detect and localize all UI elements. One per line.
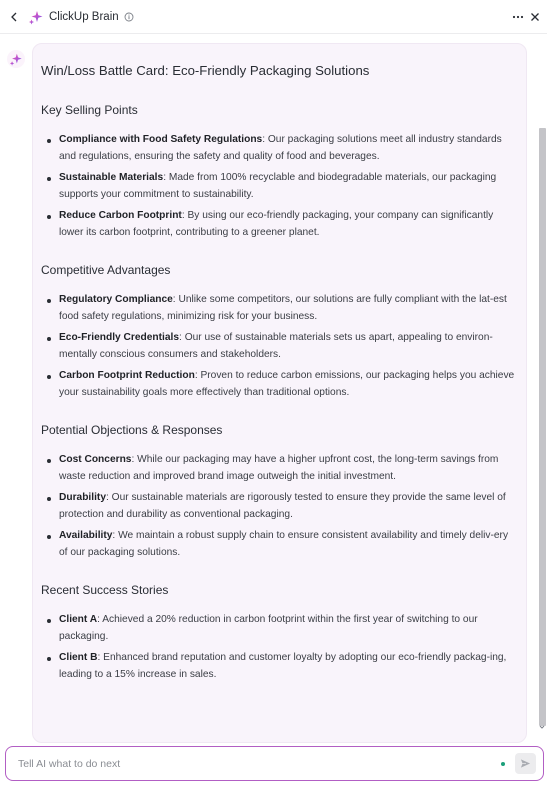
header-title: ClickUp Brain	[49, 10, 119, 23]
scrollbar-thumb[interactable]	[539, 128, 546, 726]
list-item-text: : We maintain a robust supply chain to ensure consistent availability and timely deliv-ery of our packaging solutions.	[59, 530, 509, 558]
bullet-list	[41, 452, 516, 561]
list-item	[41, 650, 516, 683]
list-item	[41, 330, 516, 363]
list-item	[41, 528, 516, 561]
prompt-input[interactable]	[18, 758, 478, 770]
list-item	[41, 368, 516, 401]
list-item-text: : By using our eco-friendly packaging, your company can significantly lower its carbon footprint, contributing to a greener planet.	[59, 210, 494, 238]
list-item	[41, 208, 516, 241]
list-item-text: : Proven to reduce carbon emissions, our packaging helps you achieve your sustainability goals more effectively than traditional options.	[59, 370, 515, 398]
list-item-label: Availability	[59, 530, 113, 541]
ai-avatar	[7, 50, 25, 68]
send-icon	[520, 758, 531, 769]
chevron-left-icon	[10, 12, 18, 22]
sparkle-icon	[9, 52, 23, 66]
list-item-label: Reduce Carbon Footprint	[59, 210, 182, 221]
sparkle-icon	[28, 9, 44, 25]
panel-header	[0, 0, 547, 34]
list-item-text: : Made from 100% recyclable and biodegradable materials, our packaging supports your commitment to sustainability.	[59, 172, 497, 200]
list-item-label: Cost Concerns	[59, 454, 132, 465]
list-item-label: Client A	[59, 614, 98, 625]
section-heading: Recent Success Stories	[41, 583, 169, 597]
list-item-text: : Our use of sustainable materials sets us apart, appealing to environ-mentally conscious consumers and stakeholders.	[59, 332, 493, 360]
back-button[interactable]	[8, 11, 20, 23]
section-heading: Competitive Advantages	[41, 263, 171, 277]
bullet-list	[41, 132, 516, 241]
bullet-list	[41, 612, 516, 683]
close-icon	[530, 12, 540, 22]
list-item	[41, 452, 516, 485]
ellipsis-icon	[512, 15, 524, 19]
close-button[interactable]	[528, 10, 542, 24]
list-item-label: Durability	[59, 492, 106, 503]
send-button[interactable]	[515, 753, 536, 774]
list-item-label: Client B	[59, 652, 98, 663]
bullet-list	[41, 292, 516, 401]
section-heading: Potential Objections & Responses	[41, 423, 223, 437]
list-item-label: Sustainable Materials	[59, 172, 164, 183]
ai-response-card	[32, 43, 527, 743]
prompt-input-box[interactable]	[5, 746, 544, 781]
section-heading: Key Selling Points	[41, 103, 138, 117]
list-item-label: Carbon Footprint Reduction	[59, 370, 195, 381]
list-item	[41, 170, 516, 203]
list-item	[41, 132, 516, 165]
list-item-text: : Our sustainable materials are rigorously tested to ensure they provide the same level of protection and durability as conventional packaging.	[59, 492, 506, 520]
response-sections	[41, 102, 516, 683]
scroll-down-icon[interactable]	[539, 724, 545, 730]
response-title: Win/Loss Battle Card: Eco-Friendly Packaging Solutions	[41, 63, 370, 78]
list-item	[41, 490, 516, 523]
list-item-label: Compliance with Food Safety Regulations	[59, 134, 263, 145]
list-item-text: : Achieved a 20% reduction in carbon footprint within the first year of switching to our packaging.	[59, 614, 478, 642]
list-item-text: : Unlike some competitors, our solutions are fully compliant with the lat-est food safety regulations, minimizing risk for your business.	[59, 294, 507, 322]
more-options-button[interactable]	[511, 10, 525, 24]
list-item-label: Eco-Friendly Credentials	[59, 332, 180, 343]
list-item-text: : While our packaging may have a higher upfront cost, the long-term savings from waste reduction and improved brand image outweigh the initial investment.	[59, 454, 499, 482]
list-item	[41, 292, 516, 325]
list-item-text: : Our packaging solutions meet all industry standards and regulations, ensuring the safety and quality of food and beverages.	[59, 134, 502, 162]
list-item-text: : Enhanced brand reputation and customer loyalty by adopting our eco-friendly packag-ing, leading to a 15% increase in sales.	[59, 652, 507, 680]
list-item	[41, 612, 516, 645]
status-indicator	[501, 762, 505, 766]
info-icon[interactable]	[124, 12, 134, 22]
list-item-label: Regulatory Compliance	[59, 294, 173, 305]
